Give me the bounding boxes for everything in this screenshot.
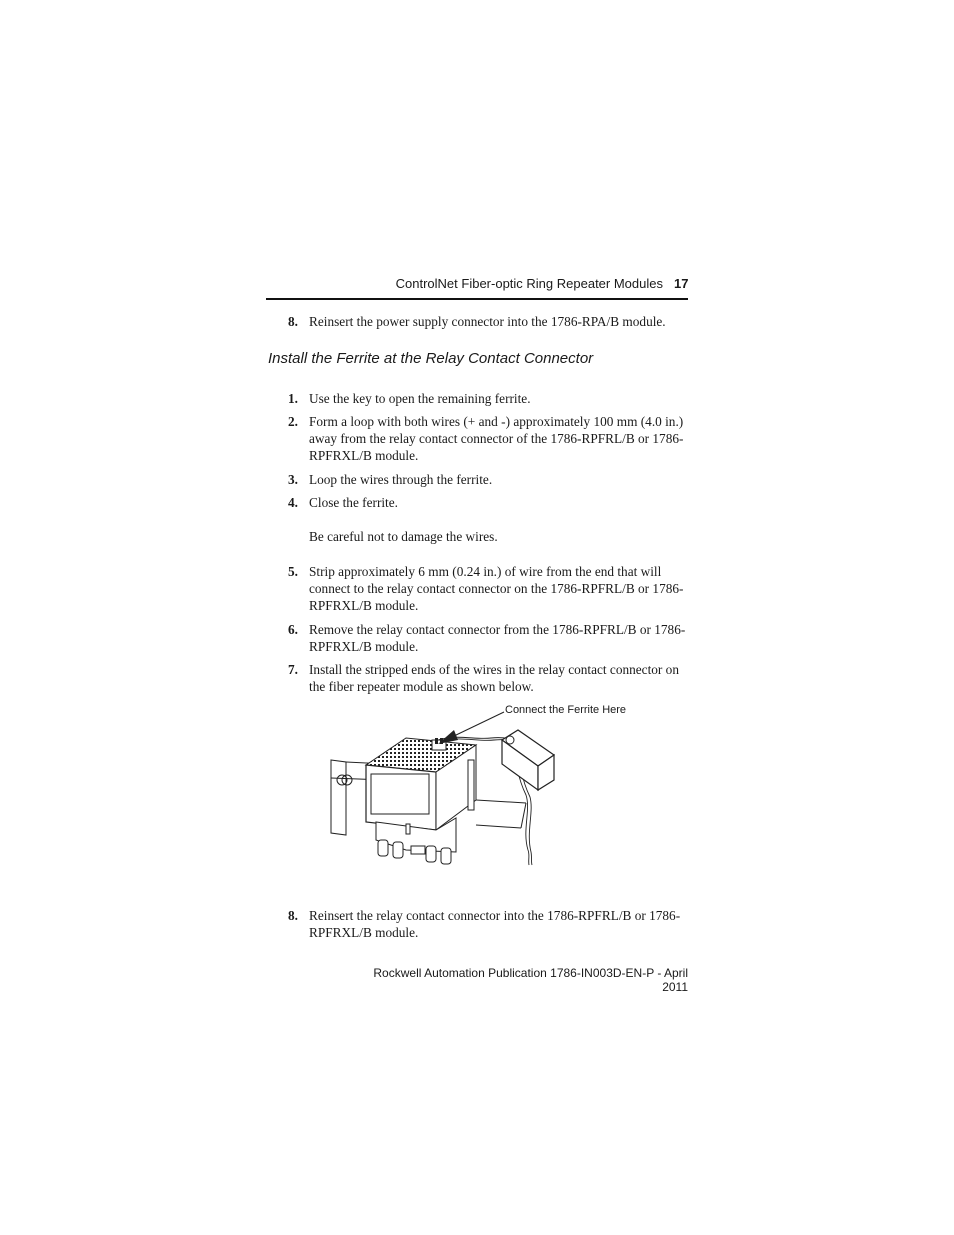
step-text: Form a loop with both wires (+ and -) approximately 100 mm (4.0 in.) away from the relay contact connector of the 1786-RPFRL/B or 1786-RPFRXL/B module. [309,414,684,463]
step-number: 4. [288,495,298,510]
page-number: 17 [674,276,689,291]
step-number: 5. [288,564,298,579]
step-number: 2. [288,414,298,429]
ferrite-core [502,730,554,790]
step-text: Loop the wires through the ferrite. [309,472,493,487]
step-text: Reinsert the power supply connector into the 1786-RPA/B module. [309,314,666,329]
step-number: 8. [288,908,298,923]
step-note: Be careful not to damage the wires. [309,529,498,544]
step-number: 6. [288,622,298,637]
header-title: ControlNet Fiber-optic Ring Repeater Modules [395,276,663,291]
ferrite-installation-figure [326,700,566,880]
figure-callout: Connect the Ferrite Here [505,704,627,716]
step-text: Remove the relay contact connector from the 1786-RPFRL/B or 1786-RPFRXL/B module. [309,622,686,654]
step-number: 1. [288,391,298,406]
step-text: Install the stripped ends of the wires in the relay contact connector on the fiber repeater module as shown below. [309,662,679,694]
step-number: 3. [288,472,298,487]
step-text: Reinsert the relay contact connector into the 1786-RPFRL/B or 1786-RPFRXL/B module. [309,908,681,940]
section-heading: Install the Ferrite at the Relay Contact Connector [268,350,594,367]
step-text: Close the ferrite. [309,495,398,510]
step-text: Strip approximately 6 mm (0.24 in.) of wire from the end that will connect to the relay contact connector on the 1786-RPFRL/B or 1786-RPFRXL/B module. [309,564,684,613]
header-rule [266,298,688,300]
step-number: 8. [288,314,298,329]
repeater-module [366,738,476,852]
step-number: 7. [288,662,298,677]
page-footer: Rockwell Automation Publication 1786-IN003D-EN-P - April 2011 [373,966,688,994]
step-text: Use the key to open the remaining ferrite. [309,391,531,406]
